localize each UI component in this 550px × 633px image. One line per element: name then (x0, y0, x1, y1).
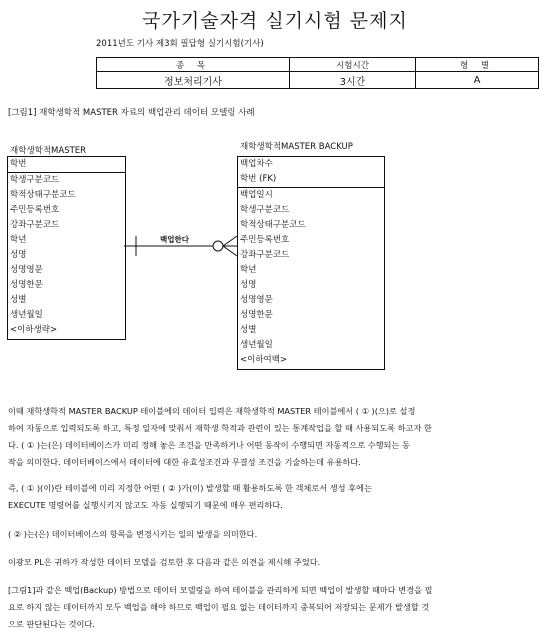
table-header-duration: 시험시간 (290, 58, 416, 72)
paragraph-3 (8, 526, 542, 543)
table-header-type: 형 별 (416, 58, 539, 72)
right-entity-keys (238, 157, 384, 187)
entity-attribute: 성명 (10, 250, 27, 260)
table-cell-subject: 정보처리기사 (97, 72, 290, 89)
entity-attribute: 학번 (FK) (240, 174, 277, 184)
entity-attribute: 학년 (240, 265, 257, 275)
entity-attribute: 생년월일 (10, 310, 43, 320)
left-entity-name: 재학생학적MASTER (10, 146, 87, 156)
table-cell-type: A (416, 72, 539, 89)
right-entity-box (237, 156, 385, 370)
entity-attribute: 주민등록번호 (240, 235, 290, 245)
paragraph-line: 으로 판단된다는 것이다. (8, 619, 95, 629)
left-entity-attributes (8, 172, 125, 339)
right-entity-attributes (238, 187, 384, 369)
paragraph-5 (8, 582, 542, 633)
entity-attribute: 강좌구분코드 (10, 220, 60, 230)
paragraph-line: ( ② )는(은) 데이터베이스의 항목을 변경시키는 일의 발생을 의미한다. (8, 529, 258, 539)
paragraph-line: 하여 자동으로 입력되도록 하고, 특정 일자에 맞춰서 재학생 학적과 관련이 있는 통계작업을 할 때 사용되도록 하고자 한 (8, 423, 432, 433)
entity-attribute: 성명영문 (240, 295, 273, 305)
entity-attribute: 성명 (240, 280, 257, 290)
exam-subtitle: 2011년도 기사 제3회 필답형 실기시험(기사) (96, 39, 264, 49)
entity-attribute: 성별 (240, 325, 257, 335)
optional-mark (213, 241, 223, 251)
paragraph-line: 즉, ( ① )(이)란 테이블에 미리 지정한 어떤 ( ② )가(이) 발생할 때 활용하도록 한 객체로서 생성 후에는 (8, 483, 372, 493)
figure-caption: [그림1] 재학생학적 MASTER 자료의 백업관리 데이터 모델링 사례 (8, 108, 255, 118)
crow-foot-upper (223, 236, 237, 246)
entity-attribute: 학적상태구분코드 (10, 190, 76, 200)
entity-attribute: 성별 (10, 295, 27, 305)
paragraph-line: 요로 하지 않는 데이터까지 모두 백업을 해야 하므로 백업이 필요 없는 데이터까지 중복되어 저장되는 문제가 발생할 것 (8, 602, 430, 612)
entity-attribute: 성명영문 (10, 265, 43, 275)
entity-attribute: 학적상태구분코드 (240, 220, 306, 230)
entity-attribute: 성명한문 (240, 310, 273, 320)
right-entity-name: 재학생학적MASTER BACKUP (240, 142, 353, 152)
entity-attribute: 성명한문 (10, 280, 43, 290)
table-cell-duration: 3시간 (290, 72, 416, 89)
entity-attribute: 학생구분코드 (240, 205, 290, 215)
entity-attribute: 백업차수 (240, 159, 273, 169)
entity-attribute: 백업일시 (240, 190, 273, 200)
table-header-subject: 종 목 (97, 58, 290, 72)
left-entity-keys (8, 157, 125, 172)
paragraph-2 (8, 480, 542, 514)
paragraph-line: 이광모 PL은 귀하가 작성한 데이터 모델을 검토한 후 다음과 같은 의견을 제시해 주었다. (8, 557, 321, 567)
paragraph-line: 다. ( ① )는(은) 데이터베이스가 미리 정해 놓은 조건을 만족하거나 어떤 동작이 수행되면 자동적으로 수행되는 동 (8, 440, 410, 450)
entity-attribute: 생년월일 (240, 340, 273, 350)
paragraph-line: [그림1]과 같은 백업(Backup) 방법으로 데이터 모델링을 하여 테이블을 관리하게 되면 백업이 발생할 때마다 변경을 필 (8, 585, 433, 595)
entity-attribute: 학번 (10, 159, 27, 169)
crow-foot-lower (223, 246, 237, 256)
entity-attribute: 주민등록번호 (10, 205, 60, 215)
paragraph-line: 작을 의미한다. 데이터베이스에서 데이터에 대한 유효성조건과 무결성 조건을 기술하는데 유용하다. (8, 457, 361, 467)
paragraph-line: EXECUTE 명령어를 실행시키지 않고도 자동 실행되기 때문에 매우 편리하다. (8, 500, 283, 510)
entity-attribute: 학생구분코드 (10, 175, 60, 185)
entity-attribute: 강좌구분코드 (240, 250, 290, 260)
entity-attribute: <이하여백> (240, 355, 288, 365)
exam-info-table (96, 57, 539, 89)
paragraph-line: 이때 재학생학적 MASTER BACKUP 테이블에의 데이터 입력은 재학생학적 MASTER 테이블에서 ( ① )(으)로 설정 (8, 406, 416, 416)
entity-attribute: 학년 (10, 235, 27, 245)
entity-attribute: <이하생략> (10, 325, 58, 335)
page-title: 국가기술자격 실기시험 문제지 (142, 10, 408, 32)
paragraph-4 (8, 554, 542, 571)
relationship-label: 백업한다 (160, 235, 189, 244)
paragraph-1 (8, 403, 542, 471)
left-entity-box (7, 156, 126, 340)
